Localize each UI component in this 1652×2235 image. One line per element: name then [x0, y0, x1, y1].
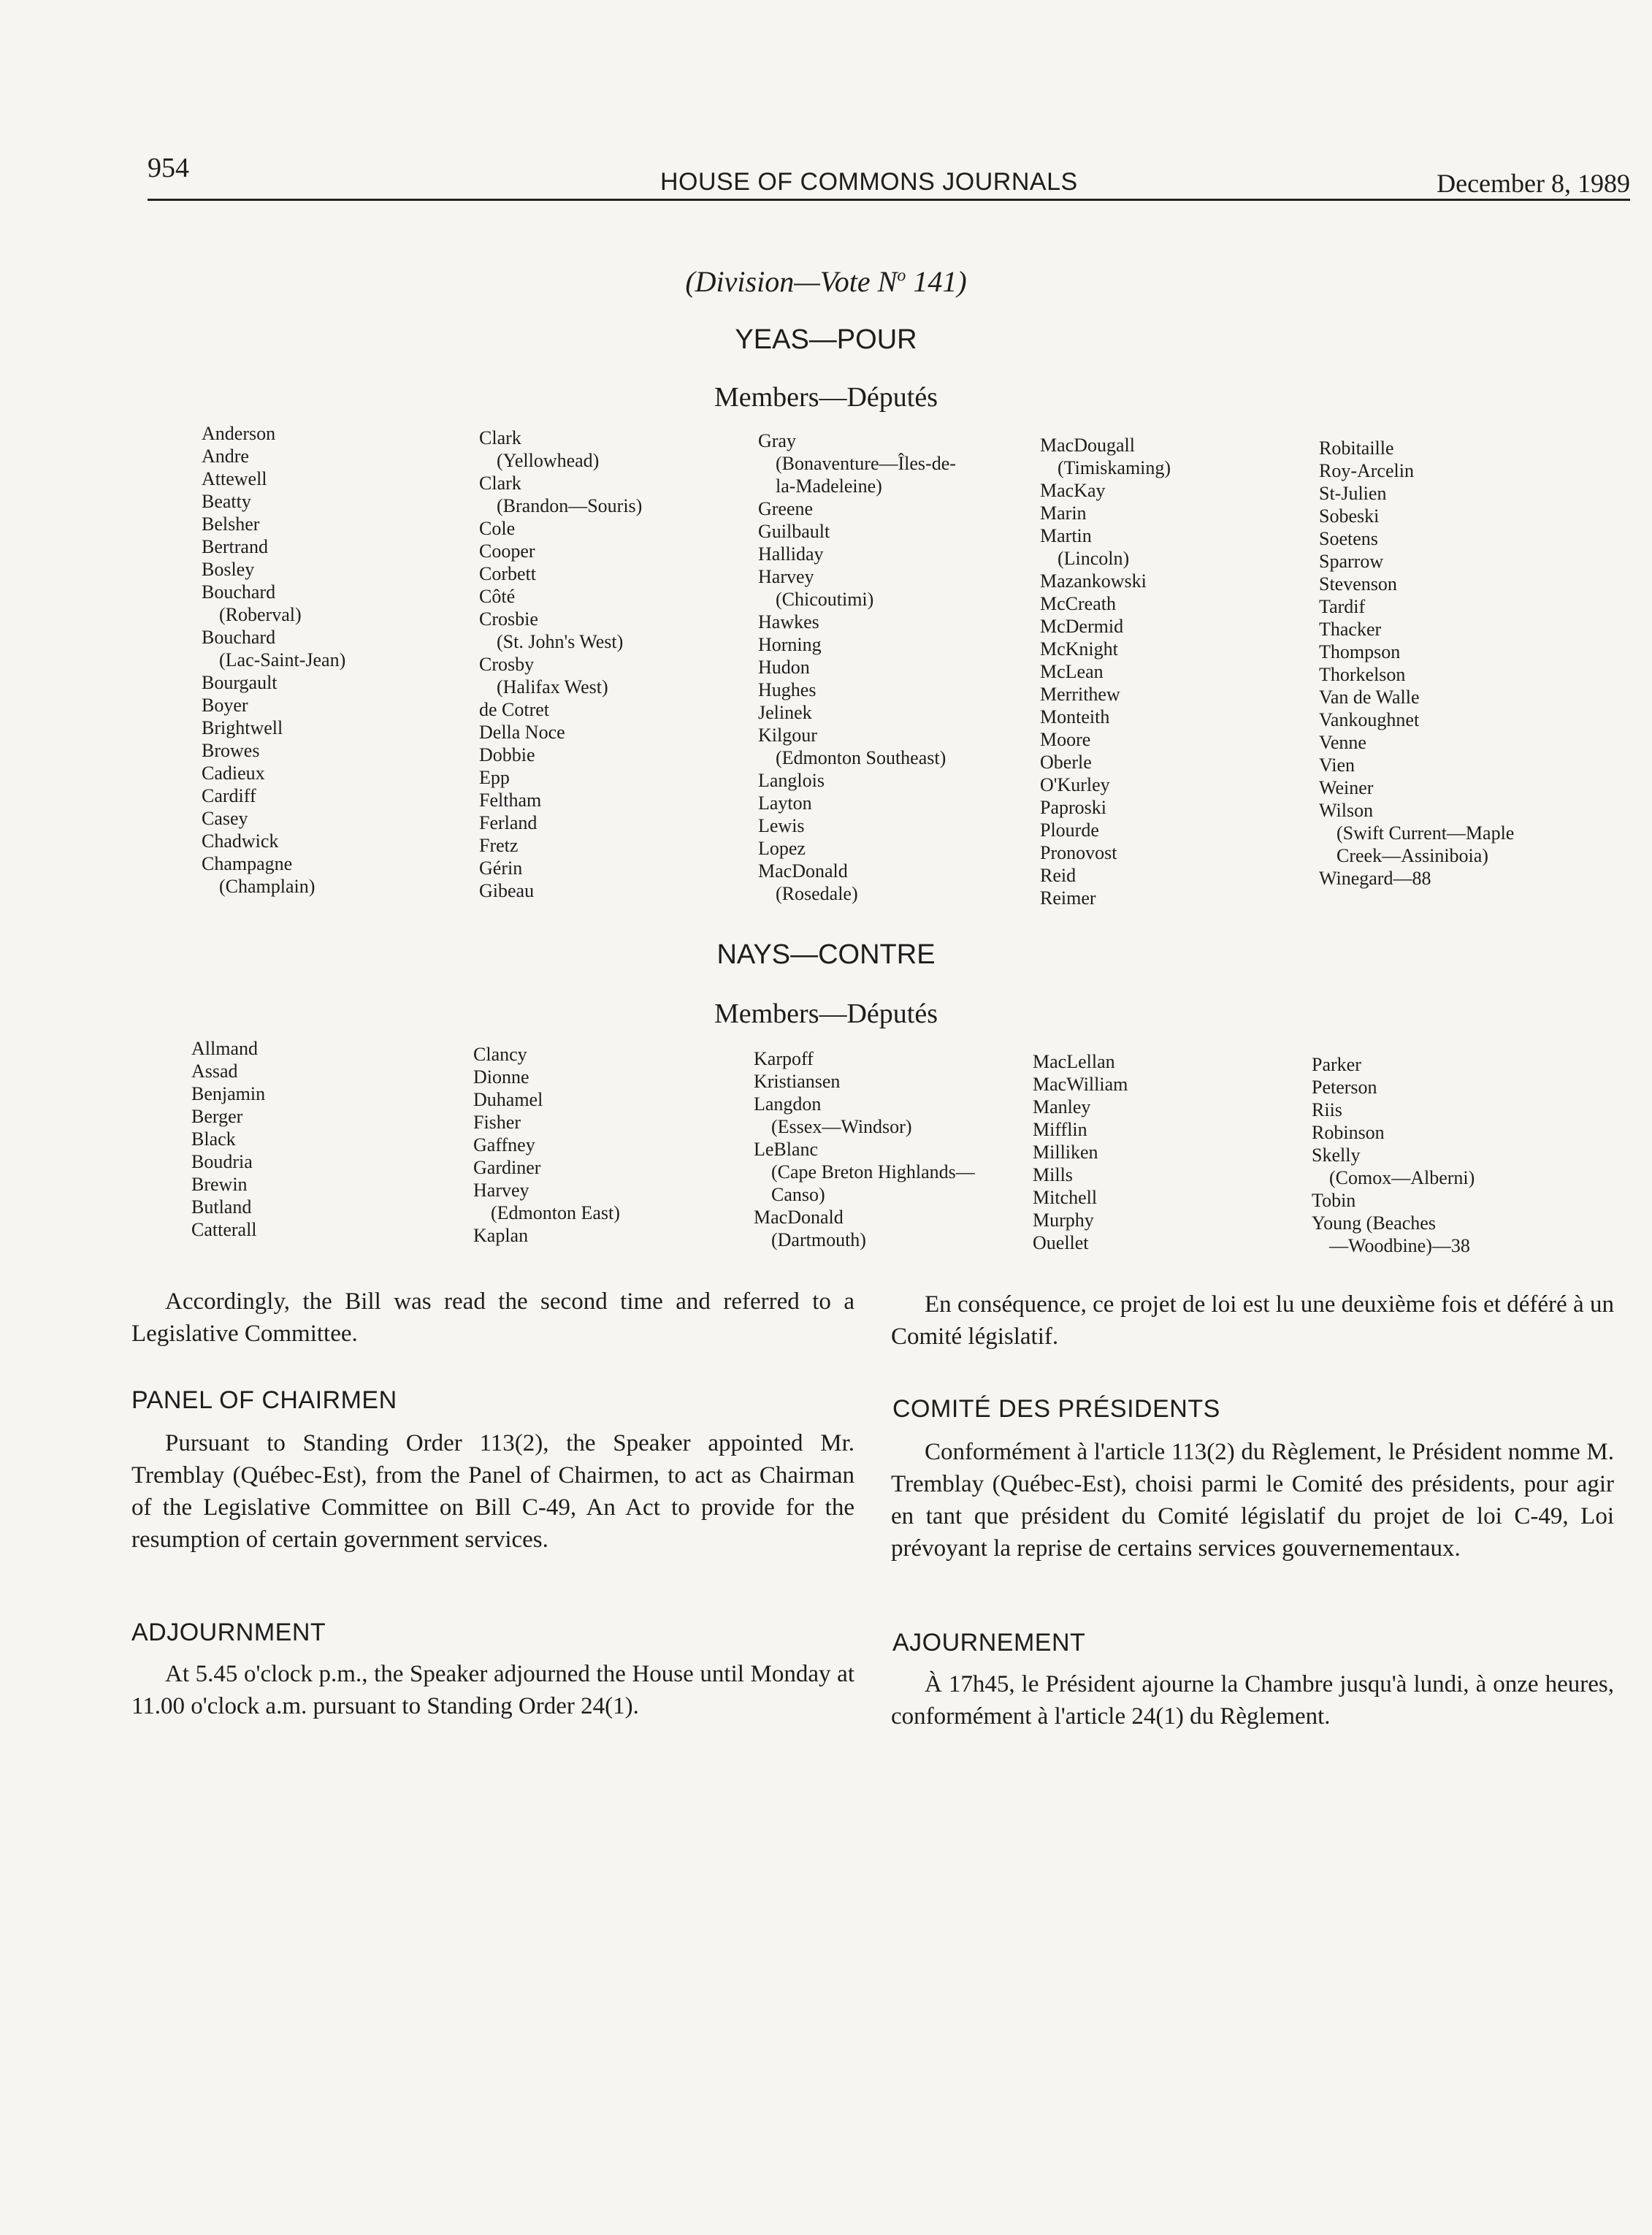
english-adjournment — [131, 1658, 854, 1722]
member-name: (Essex—Windsor) — [771, 1116, 912, 1137]
member-name: (Halifax West) — [497, 676, 608, 698]
yeas-heading: YEAS—POUR — [735, 324, 917, 355]
member-name: Tobin — [1312, 1190, 1356, 1211]
english-adjournment-heading: ADJOURNMENT — [131, 1619, 326, 1646]
member-name: Jelinek — [758, 702, 812, 723]
nays-column-2 — [473, 1043, 620, 1247]
member-name: Ferland — [479, 812, 538, 833]
member-name: Casey — [202, 808, 248, 829]
yeas-column-1 — [202, 422, 345, 898]
member-name: Berger — [191, 1106, 243, 1127]
member-name: Attewell — [202, 468, 267, 489]
member-name: Moore — [1040, 729, 1091, 750]
member-name: Brightwell — [202, 717, 283, 738]
member-name: Lopez — [758, 838, 806, 859]
member-name: Fretz — [479, 835, 519, 856]
english-result-text: Accordingly, the Bill was read the second time and referred to a Legislative Committee. — [131, 1288, 854, 1347]
member-name: McDermid — [1040, 616, 1124, 637]
member-name: (Edmonton Southeast) — [776, 747, 947, 768]
member-name: Gaffney — [473, 1134, 535, 1155]
yeas-column-4 — [1040, 434, 1171, 909]
member-name: Clark — [479, 473, 521, 494]
member-name: Cooper — [479, 540, 535, 562]
member-name: Allmand — [191, 1038, 258, 1059]
member-name: Hughes — [758, 679, 817, 700]
journal-title: HOUSE OF COMMONS JOURNALS — [660, 168, 1078, 196]
member-name: Clark — [479, 427, 521, 448]
member-name: Thacker — [1319, 619, 1382, 640]
yeas-members-heading: Members—Députés — [714, 382, 938, 413]
member-name: Horning — [758, 634, 822, 655]
english-panel — [131, 1427, 854, 1556]
journal-date: December 8, 1989 — [1437, 169, 1630, 198]
member-name: Robinson — [1312, 1122, 1385, 1143]
member-name: (Brandon—Souris) — [497, 495, 643, 516]
member-name: Butland — [191, 1196, 252, 1218]
member-name: Cardiff — [202, 785, 256, 806]
member-name: Clancy — [473, 1044, 527, 1065]
member-name: Assad — [191, 1061, 238, 1082]
member-name: Beatty — [202, 491, 251, 512]
member-name: O'Kurley — [1040, 774, 1110, 795]
member-name: Hudon — [758, 657, 810, 678]
member-name: MacDougall — [1040, 435, 1135, 456]
division-superscript: o — [897, 266, 906, 286]
member-name: MacDonald — [754, 1207, 844, 1228]
member-name: Vien — [1319, 754, 1355, 776]
member-name: Corbett — [479, 563, 536, 584]
nays-heading: NAYS—CONTRE — [716, 939, 936, 970]
member-name: MacDonald — [758, 860, 848, 882]
member-name: Gibeau — [479, 880, 535, 901]
member-name: Kristiansen — [754, 1071, 841, 1092]
member-name: Parker — [1312, 1054, 1361, 1075]
member-name: LeBlanc — [754, 1139, 819, 1160]
yeas-column-5 — [1319, 437, 1514, 890]
member-name: (Champlain) — [219, 876, 316, 897]
member-name: Belsher — [202, 513, 260, 535]
member-name: Manley — [1033, 1096, 1091, 1118]
member-name: (St. John's West) — [497, 631, 624, 652]
member-name: Ouellet — [1033, 1232, 1089, 1253]
member-name: Monteith — [1040, 706, 1110, 727]
member-name: (Rosedale) — [776, 883, 858, 904]
page-header — [148, 152, 1630, 201]
french-panel-heading: COMITÉ DES PRÉSIDENTS — [892, 1395, 1220, 1423]
member-name: Peterson — [1312, 1077, 1377, 1098]
member-name: (Cape Breton Highlands— — [771, 1161, 975, 1183]
french-panel-text: Conformément à l'article 113(2) du Règlement, le Président nomme M. Tremblay (Québec-Est), choisi parmi le Comité des présidents, pour agir en tant que président du Comité législatif du projet de loi C-49, Loi prévoyant la reprise de certains services gouvernementaux. — [891, 1439, 1614, 1562]
member-name: Tardif — [1319, 596, 1366, 617]
english-adjournment-text: At 5.45 o'clock p.m., the Speaker adjourned the House until Monday at 11.00 o'clock a.m. pursuant to Standing Order 24(1). — [131, 1661, 854, 1719]
french-adjournment-text: À 17h45, le Président ajourne la Chambre jusqu'à lundi, à onze heures, conformément à l'article 24(1) du Règlement. — [891, 1671, 1614, 1730]
member-name: Hawkes — [758, 611, 819, 633]
member-name: Epp — [479, 767, 510, 788]
member-name: (Roberval) — [219, 604, 302, 625]
member-name: Sobeski — [1319, 505, 1380, 527]
member-name: Kaplan — [473, 1225, 529, 1246]
yeas-column-3 — [758, 429, 956, 905]
member-name: Layton — [758, 792, 812, 814]
member-name: Bouchard — [202, 627, 276, 648]
member-name: Guilbault — [758, 521, 830, 542]
member-name: Andre — [202, 446, 249, 467]
member-name: Vankoughnet — [1319, 709, 1420, 730]
member-name: Feltham — [479, 790, 542, 811]
division-prefix: (Division—Vote N — [685, 265, 898, 298]
member-name: Cadieux — [202, 763, 265, 784]
member-name: Bouchard — [202, 581, 276, 603]
member-name: Reid — [1040, 865, 1077, 886]
member-name: MacKay — [1040, 480, 1106, 501]
member-name: MacLellan — [1033, 1051, 1115, 1072]
member-name: Harvey — [473, 1180, 529, 1201]
member-name: McLean — [1040, 661, 1104, 682]
member-name: Venne — [1319, 732, 1366, 753]
member-name: Sparrow — [1319, 551, 1384, 572]
member-name: Weiner — [1319, 777, 1374, 798]
member-name: (Timiskaming) — [1058, 457, 1171, 478]
member-name: —Woodbine)—38 — [1329, 1235, 1470, 1256]
member-name: Reimer — [1040, 887, 1096, 909]
member-name: Langdon — [754, 1093, 822, 1115]
english-panel-heading: PANEL OF CHAIRMEN — [131, 1386, 397, 1414]
member-name: Marin — [1040, 503, 1087, 524]
member-name: Crosby — [479, 654, 535, 675]
page-number: 954 — [148, 153, 189, 183]
member-name: (Yellowhead) — [497, 450, 600, 471]
member-name: Harvey — [758, 566, 814, 587]
member-name: Browes — [202, 740, 260, 761]
member-name: Catterall — [191, 1219, 257, 1240]
member-name: Mifflin — [1033, 1119, 1087, 1140]
nays-members-heading: Members—Députés — [714, 998, 938, 1029]
member-name: Dionne — [473, 1066, 529, 1088]
member-name: la-Madeleine) — [776, 475, 882, 497]
member-name: Riis — [1312, 1099, 1342, 1120]
member-name: Oberle — [1040, 752, 1092, 773]
member-name: Karpoff — [754, 1048, 814, 1069]
member-name: Paproski — [1040, 797, 1106, 818]
member-name: Soetens — [1319, 528, 1378, 549]
member-name: (Edmonton East) — [491, 1202, 620, 1223]
member-name: Crosbie — [479, 608, 538, 630]
member-name: Stevenson — [1319, 573, 1397, 595]
member-name: Canso) — [771, 1184, 825, 1205]
member-name: Lewis — [758, 815, 805, 836]
french-adjournment-heading: AJOURNEMENT — [892, 1629, 1086, 1657]
member-name: Merrithew — [1040, 684, 1120, 705]
member-name: (Dartmouth) — [771, 1229, 866, 1250]
member-name: Young (Beaches — [1312, 1212, 1436, 1234]
member-name: Skelly — [1312, 1145, 1361, 1166]
member-name: Robitaille — [1319, 438, 1394, 459]
member-name: (Comox—Alberni) — [1329, 1167, 1475, 1188]
member-name: Champagne — [202, 853, 293, 874]
member-name: Thorkelson — [1319, 664, 1406, 685]
member-name: Della Noce — [479, 722, 565, 743]
french-panel — [891, 1436, 1614, 1564]
member-name: Gray — [758, 430, 796, 451]
member-name: Thompson — [1319, 641, 1401, 662]
member-name: Boyer — [202, 695, 248, 716]
member-name: Creek—Assiniboia) — [1336, 845, 1488, 866]
member-name: (Swift Current—Maple — [1336, 822, 1515, 844]
member-name: (Chicoutimi) — [776, 589, 874, 610]
member-name: Halliday — [758, 543, 824, 565]
english-result — [131, 1285, 854, 1350]
member-name: Martin — [1040, 525, 1092, 546]
member-name: Milliken — [1033, 1142, 1098, 1163]
member-name: (Lac-Saint-Jean) — [219, 649, 346, 670]
member-name: Fisher — [473, 1112, 521, 1133]
member-name: Murphy — [1033, 1210, 1094, 1231]
member-name: (Bonaventure—Îles-de- — [776, 453, 956, 474]
nays-column-1 — [191, 1037, 265, 1241]
member-name: Bosley — [202, 559, 255, 580]
member-name: Anderson — [202, 423, 276, 444]
yeas-column-2 — [479, 427, 642, 902]
member-name: Plourde — [1040, 820, 1099, 841]
division-number: 141) — [906, 265, 967, 298]
member-name: Brewin — [191, 1174, 248, 1195]
member-name: Cole — [479, 518, 516, 539]
member-name: de Cotret — [479, 699, 550, 720]
member-name: Black — [191, 1128, 236, 1150]
member-name: Roy-Arcelin — [1319, 460, 1414, 481]
member-name: Van de Walle — [1319, 687, 1420, 708]
member-name: Gérin — [479, 857, 523, 879]
member-name: McCreath — [1040, 593, 1116, 614]
french-adjournment — [891, 1668, 1614, 1732]
member-name: Wilson — [1319, 800, 1374, 821]
division-heading — [0, 264, 1652, 299]
member-name: Dobbie — [479, 744, 535, 765]
member-name: Côté — [479, 586, 516, 607]
member-name: Boudria — [191, 1151, 253, 1172]
member-name: St-Julien — [1319, 483, 1387, 504]
member-name: Mills — [1033, 1164, 1073, 1185]
member-name: Greene — [758, 498, 814, 519]
member-name: Bertrand — [202, 536, 268, 557]
member-name: (Lincoln) — [1058, 548, 1130, 569]
french-result — [891, 1288, 1614, 1353]
member-name: MacWilliam — [1033, 1074, 1128, 1095]
member-name: Kilgour — [758, 725, 817, 746]
nays-column-5 — [1312, 1053, 1475, 1257]
nays-column-4 — [1033, 1050, 1128, 1254]
member-name: Mazankowski — [1040, 570, 1147, 592]
member-name: Duhamel — [473, 1089, 543, 1110]
member-name: Gardiner — [473, 1157, 541, 1178]
english-panel-text: Pursuant to Standing Order 113(2), the Speaker appointed Mr. Tremblay (Québec-Est), from the Panel of Chairmen, to act as Chairman of the Legislative Committee on Bill C-49, An Act to provide for the resumption of certain government services. — [131, 1430, 854, 1553]
member-name: Pronovost — [1040, 842, 1117, 863]
member-name: Mitchell — [1033, 1187, 1098, 1208]
member-name: Chadwick — [202, 830, 279, 852]
member-name: Bourgault — [202, 672, 278, 693]
member-name: Winegard—88 — [1319, 868, 1431, 889]
member-name: McKnight — [1040, 638, 1118, 660]
member-name: Langlois — [758, 770, 825, 791]
nays-column-3 — [754, 1047, 975, 1251]
member-name: Benjamin — [191, 1083, 266, 1104]
french-result-text: En conséquence, ce projet de loi est lu une deuxième fois et déféré à un Comité législatif. — [891, 1291, 1614, 1350]
